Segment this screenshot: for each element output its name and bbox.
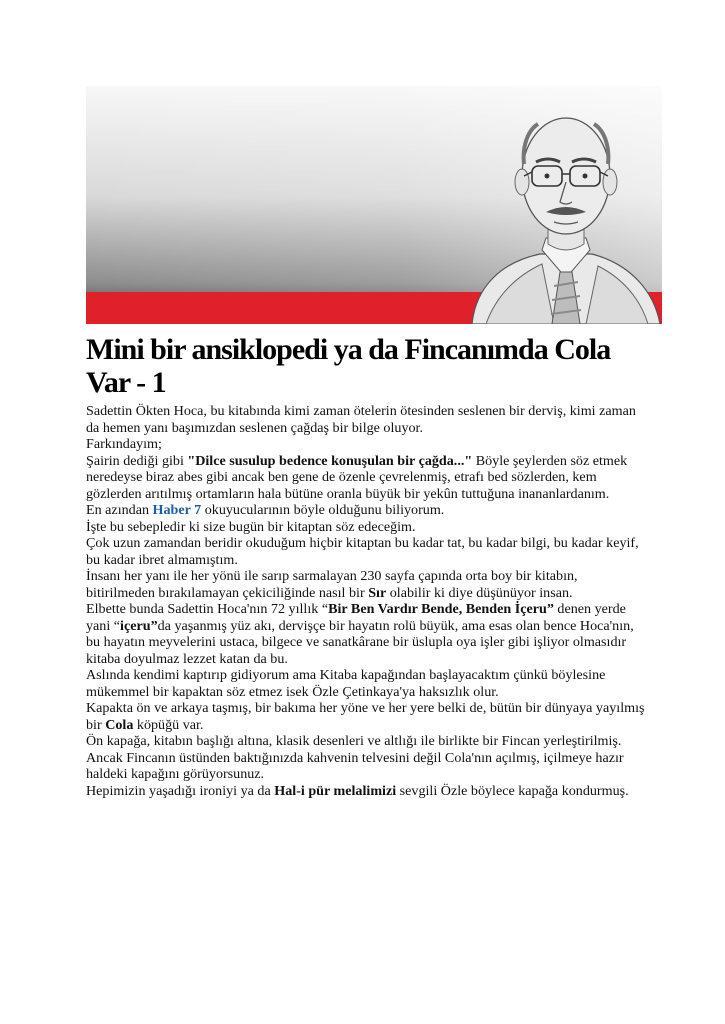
text-run: Kapakta ön ve arkaya taşmış, bir bakıma her yöne ve her yere belki de, bütün bir dünyaya yayılmış bir [86,700,656,733]
article-title: Mini bir ansiklopedi ya da Fincanımda Cola Var - 1 [86,333,611,399]
paragraph: Aslında kendimi kaptırıp gidiyorum ama Kitaba kapağından başlayacaktım çünkü böylesine mükemmel bir kapaktan söz etmez isek Özle Çetinkaya'ya haksızlık olur. [86,667,606,700]
text-run: Elbette bunda Sadettin Hoca'nın 72 yıllık “ [86,601,329,617]
text-run: Şairin dediği gibi [86,452,188,469]
text-run: İnsanı her yanı ile her yönü ile sarıp sarmalayan 230 sayfa çapında orta boy bir kitabın, bitirilmeden bırakılamayan çekiciliğinde nasıl bir [86,568,578,601]
text-run: denen yerde yani “ [86,601,626,634]
paragraph: İşte bu sebepledir ki size bugün bir kitaptan söz edeceğim. [86,518,416,535]
paragraph [86,700,656,733]
paragraph [86,783,646,800]
emphasis-bold: Hal-i pür melalimizi [274,782,397,799]
paragraph [86,568,646,601]
paragraph: Ancak Fincanın üstünden baktığınızda kahvenin telvesini değil Cola'nın açılmış, içilmeye hazır haldeki kapağını görüyorsunuz. [86,749,624,782]
text-run: En azından [86,502,153,518]
paragraph [86,453,646,503]
emphasis-bold: içeru” [120,617,158,634]
text-run: Hepimizin yaşadığı ironiyi ya da [86,782,275,799]
text-run: Böyle şeylerden söz etmek neredeyse biraz abes gibi ancak ben gene de özenle çevrelenmiş, etrafı bed sözlerden, kem gözlerden arıtılmış ortamların hala bütüne oranla büyük bir yekûn tuttuğuna inananlardanım. [86,452,628,502]
paragraph [86,601,646,667]
header-banner [86,86,662,324]
text-run: sevgili Özle böylece kapağa kondurmuş. [396,782,629,799]
text-run: köpüğü var. [133,716,204,733]
paragraph [86,502,646,519]
haber7-link[interactable]: Haber 7 [152,502,202,518]
article-body [86,403,656,799]
text-run: da yaşanmış yüz akı, dervişçe bir hayatın rolü büyük, ama esas olan bence Hoca'nın, bu hayatın meyvelerini ustaca, bilgece ve sanatkârane bir üslupla oya işler gibi işliyor olmasıdır kitaba doyulmaz lezzet katan da bu. [86,617,634,667]
quote-bold: "Dilce susulup bedence konuşulan bir çağda..." [187,452,473,469]
text-run: okuyucularının böyle olduğunu biliyorum. [201,502,445,518]
emphasis-bold: Sır [368,584,387,601]
author-portrait-illustration [462,86,662,324]
paragraph: Farkındayım; [86,436,162,452]
paragraph: Sadettin Ökten Hoca, bu kitabında kimi zaman ötelerin ötesinden seslenen bir derviş, kimi zaman da hemen yanı başımızdan seslenen çağdaş bir bilge oluyor. [86,403,636,436]
paragraph: Ön kapağa, kitabın başlığı altına, klasik desenleri ve altlığı ile birlikte bir Fincan yerleştirilmiş. [86,733,622,749]
emphasis-bold: Cola [105,716,134,733]
text-run: olabilir ki diye düşünüyor insan. [386,584,573,601]
paragraph: Çok uzun zamandan beridir okuduğum hiçbir kitaptan bu kadar tat, bu kadar bilgi, bu kadar keyif, bu kadar ibret almamıştım. [86,535,639,568]
emphasis-bold: Bir Ben Vardır Bende, Benden İçeru” [328,601,554,617]
